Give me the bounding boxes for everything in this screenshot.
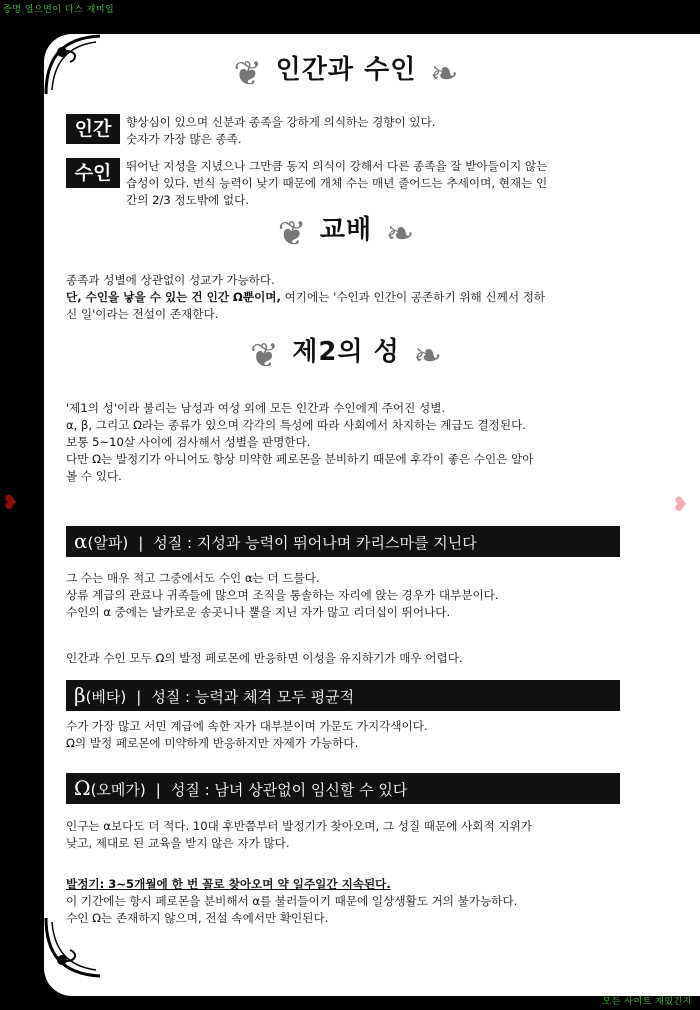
section-title: 인간과 수인 xyxy=(275,55,417,85)
section-title: 제2의 성 xyxy=(292,337,400,367)
term-text-human xyxy=(126,114,626,148)
alpha-extra xyxy=(66,650,626,667)
beta-paragraph xyxy=(66,718,626,752)
text-line: 보통 5~10살 사이에 검사해서 성별을 판명한다. xyxy=(66,435,311,449)
omega-trait: 성질 : 남녀 상관없이 임신할 수 있다 xyxy=(170,781,408,799)
section-title: 교배 xyxy=(319,215,373,245)
text-line: 다만 Ω는 발정기가 아니어도 항상 미약한 페로몬을 분비하기 때문에 후각이 좋은 수인은 알아 xyxy=(66,452,534,466)
text-line: 습성이 있다. 번식 능력이 낮기 때문에 개체 수는 매년 줄어드는 추세이며, 현재는 인 xyxy=(126,176,548,190)
text-line: α, β, 그리고 Ω라는 종류가 있으며 각각의 특성에 따라 사회에서 차지하는 계급도 결정된다. xyxy=(66,418,526,432)
section-heading-breeding xyxy=(66,214,626,254)
heart-icon-right: ❥ xyxy=(672,492,689,516)
text-line: 향상심이 있으며 신분과 종족을 강하게 의식하는 경향이 있다. xyxy=(126,115,436,129)
flourish-right-icon: ❧ xyxy=(430,54,459,94)
text-line: 숫자가 가장 많은 종족. xyxy=(126,132,242,146)
flourish-left-icon: ❦ xyxy=(277,214,307,254)
text-line: 간의 2/3 정도밖에 없다. xyxy=(126,193,249,207)
text-line: 인구는 α보다도 더 적다. 10대 후반쯤부터 발정기가 찾아오며, 그 성질 때문에 사회적 지위가 xyxy=(66,819,532,833)
omega-symbol: Ω xyxy=(74,776,91,800)
watermark-top: 증명 열으면이 다스 재미일 xyxy=(3,5,115,15)
alpha-banner xyxy=(66,526,620,557)
flourish-right-icon: ❧ xyxy=(385,214,415,254)
term-badge-beastman: 수인 xyxy=(66,158,120,188)
alpha-name: (알파) xyxy=(87,534,129,552)
omega-heat-paragraph xyxy=(66,876,626,927)
alpha-paragraph xyxy=(66,570,626,621)
text-line: 이 기간에는 항시 페로몬을 분비해서 α를 불러들이기 때문에 일상생활도 거의 불가능하다. xyxy=(66,894,518,908)
alpha-symbol: α xyxy=(74,529,88,553)
beta-trait: 성질 : 능력과 체격 모두 평균적 xyxy=(151,688,355,706)
heat-period-line: 발정기: 3~5개월에 한 번 꼴로 찾아오며 약 일주일간 지속된다. xyxy=(66,877,391,891)
text-line: 수가 가장 많고 서민 계급에 속한 자가 대부분이며 가문도 가지각색이다. xyxy=(66,719,428,733)
text-line xyxy=(66,289,626,306)
text-line: 수인 Ω는 존재하지 않으며, 전설 속에서만 확인된다. xyxy=(66,911,329,925)
section-heading-species xyxy=(66,54,626,94)
flourish-right-icon: ❧ xyxy=(413,336,442,376)
separator: | xyxy=(138,534,144,552)
watermark-bottom: 모든 사이트 재밌긴지 xyxy=(602,997,692,1007)
separator: | xyxy=(136,688,142,706)
text-line: 낮고, 제대로 된 교육을 받지 않은 자가 많다. xyxy=(66,836,290,850)
text-line: Ω의 발정 페로몬에 미약하게 반응하지만 자제가 가능하다. xyxy=(66,736,359,750)
term-text-beastman xyxy=(126,158,626,209)
text-line: 인간과 수인 모두 Ω의 발정 페로몬에 반응하면 이성을 유지하기가 매우 어렵다. xyxy=(66,651,463,665)
beta-symbol: β xyxy=(74,683,86,707)
omega-paragraph xyxy=(66,818,626,852)
breeding-paragraph xyxy=(66,272,626,323)
flourish-left-icon: ❦ xyxy=(250,336,279,376)
breeding-rest: 여기에는 '수인과 인간이 공존하기 위해 신께서 정하 xyxy=(280,290,546,304)
text-line: '제1의 성'이라 불리는 남성과 여성 외에 모든 인간과 수인에게 주어진 성별. xyxy=(66,401,446,415)
text-line: 신 일'이라는 전설이 존재한다. xyxy=(66,307,219,321)
omega-banner xyxy=(66,773,620,804)
alpha-trait: 성질 : 지성과 능력이 뛰어나며 카리스마를 지닌다 xyxy=(153,534,477,552)
omega-name: (오메가) xyxy=(90,781,146,799)
text-line: 볼 수 있다. xyxy=(66,469,122,483)
flourish-left-icon: ❦ xyxy=(233,54,262,94)
heart-icon-left: ❥ xyxy=(2,490,19,514)
separator: | xyxy=(155,781,161,799)
text-line: 종족과 성별에 상관없이 성교가 가능하다. xyxy=(66,273,275,287)
text-line: 상류 계급의 관료나 귀족들에 많으며 조직을 통솔하는 자리에 앉는 경우가 대부분이다. xyxy=(66,588,499,602)
term-badge-human: 인간 xyxy=(66,114,120,144)
beta-name: (베타) xyxy=(85,688,127,706)
breeding-emphasis: 단, 수인을 낳을 수 있는 건 인간 Ω뿐이며, xyxy=(66,290,281,304)
text-line: 그 수는 매우 적고 그중에서도 수인 α는 더 드물다. xyxy=(66,571,320,585)
beta-banner xyxy=(66,680,620,711)
text-line: 뛰어난 지성을 지녔으나 그만큼 동지 의식이 강해서 다른 종족을 잘 받아들이지 않는 xyxy=(126,159,548,173)
text-line: 수인의 α 중에는 날카로운 송곳니나 뿔을 지닌 자가 많고 리더십이 뛰어나다. xyxy=(66,605,451,619)
section-heading-second-gender xyxy=(66,336,626,376)
second-gender-paragraph xyxy=(66,400,626,485)
